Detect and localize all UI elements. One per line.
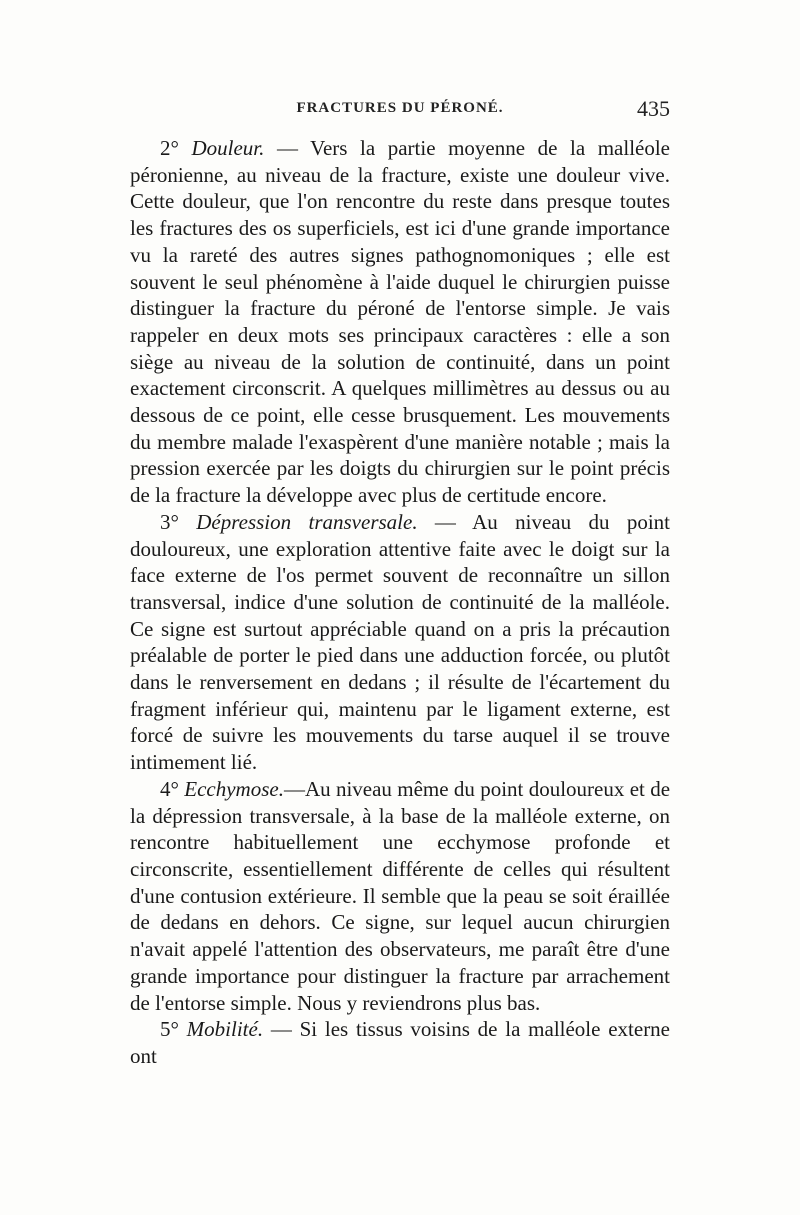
paragraph-text: —Au niveau même du point douloureux et de la dépression transversale, à la base de la malléole externe, on rencontre habituellement une ecchymose profonde et circonscrite, essentiellement différente de celles qui résultent d'une contusion extérieure. Il semble que la peau se soit éraillée de dedans en dehors. Ce signe, sur lequel aucun chirurgien n'avait appelé l'attention des observateurs, me paraît être d'une grande importance pour distinguer la fracture par arrachement de l'entorse simple. Nous y reviendrons plus bas.: [130, 776, 671, 1015]
section-heading: Mobilité.: [186, 1017, 264, 1042]
paragraph-douleur: [130, 135, 670, 509]
running-head: [130, 96, 670, 130]
paragraph-text: — Si les tissus voisins de la malléole externe ont: [130, 1017, 671, 1068]
section-heading: Ecchymose.: [184, 776, 284, 801]
body-text: [130, 135, 670, 1070]
paragraph-number: 5°: [160, 1017, 179, 1042]
paragraph-number: 3°: [160, 509, 179, 534]
paragraph-mobilite: [130, 1016, 670, 1069]
paragraph-number: 2°: [160, 136, 179, 160]
paragraph-ecchymose: [130, 776, 670, 1016]
section-heading: Dépression transversale.: [196, 509, 418, 534]
paragraph-text: — Vers la partie moyenne de la malléole péronienne, au niveau de la fracture, existe une douleur vive. Cette douleur, que l'on rencontre du reste dans presque toutes les fractures des os superficiels, est ici d'une grande importance vu la rareté des autres signes pathognomoniques ; elle est souvent le seul phénomène à l'aide duquel le chirurgien puisse distinguer la fracture du péroné de l'entorse simple. Je vais rappeler en deux mots ses principaux caractères : elle a son siège au niveau de la solution de continuité, dans un point exactement circonscrit. A quelques millimètres au dessus ou au dessous de ce point, elle cesse brusquement. Les mouvements du membre malade l'exaspèrent d'une manière notable ; mais la pression exercée par les doigts du chirurgien sur le point précis de la fracture la développe avec plus de certitude encore.: [130, 136, 671, 508]
running-title: FRACTURES DU PÉRONÉ.: [296, 100, 504, 116]
page-number: 435: [637, 96, 670, 121]
paragraph-depression: [130, 509, 670, 776]
paragraph-text: — Au niveau du point douloureux, une exploration attentive faite avec le doigt sur la face externe de l'os permet souvent de reconnaître un sillon transversal, indice d'une solution de continuité de la malléole. Ce signe est surtout appréciable quand on a pris la précaution préalable de porter le pied dans une adduction forcée, ou plutôt dans le renversement en dedans ; il résulte de l'écartement du fragment inférieur qui, maintenu par le ligament externe, est forcé de suivre les mouvements du tarse auquel il se trouve intimement lié.: [130, 509, 671, 775]
section-heading: Douleur.: [191, 136, 265, 160]
paragraph-number: 4°: [160, 776, 179, 801]
